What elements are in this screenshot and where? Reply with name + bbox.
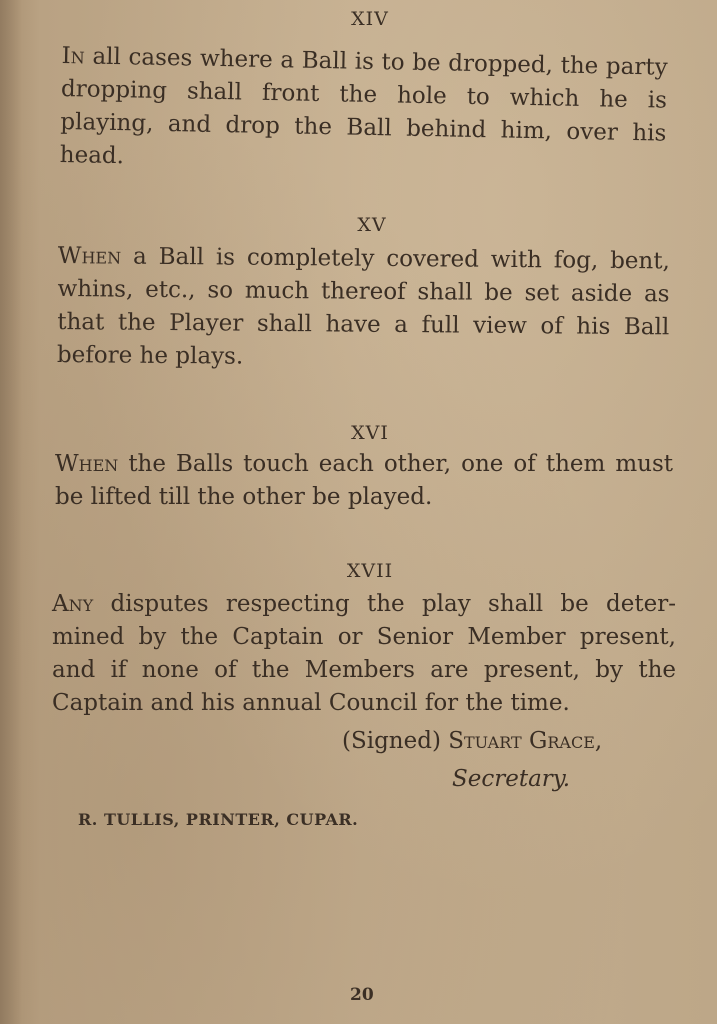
rule-line: Captain and his annual Council for the time. [52, 690, 570, 716]
rule-line: mined by the Captain or Senior Member present, [52, 624, 676, 650]
rule-line: When the Balls touch each other, one of them must [55, 451, 673, 477]
rule-text-xiv [59, 40, 667, 184]
rule-numeral-xv: XV [357, 214, 387, 236]
rule-line: that the Player shall have a full view of his Ball [57, 308, 670, 341]
rule-numeral-xiv: XIV [351, 8, 389, 30]
page-number: 20 [350, 985, 374, 1005]
rule-text-xvii [52, 588, 676, 720]
signature-title: Secretary. [452, 766, 571, 792]
rule-line: In all cases where a Ball is to be dropped, the party [61, 42, 668, 81]
rule-text-xvi [55, 448, 673, 514]
rule-numeral-xvii: XVII [346, 560, 394, 582]
printer-imprint: R. TULLIS, PRINTER, CUPAR. [78, 810, 359, 829]
rule-numeral-xvi: XVI [351, 422, 389, 444]
rule-line: When a Ball is completely covered with fog, bent, [57, 242, 670, 275]
rule-line: and if none of the Members are present, by the [52, 657, 676, 683]
rule-line: head. [59, 141, 125, 170]
signature-line [342, 728, 602, 754]
signature-prefix: (Signed) [342, 728, 441, 754]
rule-line: dropping shall front the hole to which he is [60, 75, 668, 114]
rule-text-xv [57, 240, 670, 377]
signature-name: Stuart Grace, [448, 728, 603, 754]
page-gutter-shadow [0, 0, 22, 1024]
rule-line: whins, etc., so much thereof shall be set aside as [57, 275, 670, 308]
rule-line: before he plays. [56, 341, 244, 370]
rule-line: playing, and drop the Ball behind him, over his [60, 108, 667, 147]
rule-line: Any disputes respecting the play shall be deter- [52, 591, 677, 617]
rule-line: be lifted till the other be played. [55, 484, 433, 510]
